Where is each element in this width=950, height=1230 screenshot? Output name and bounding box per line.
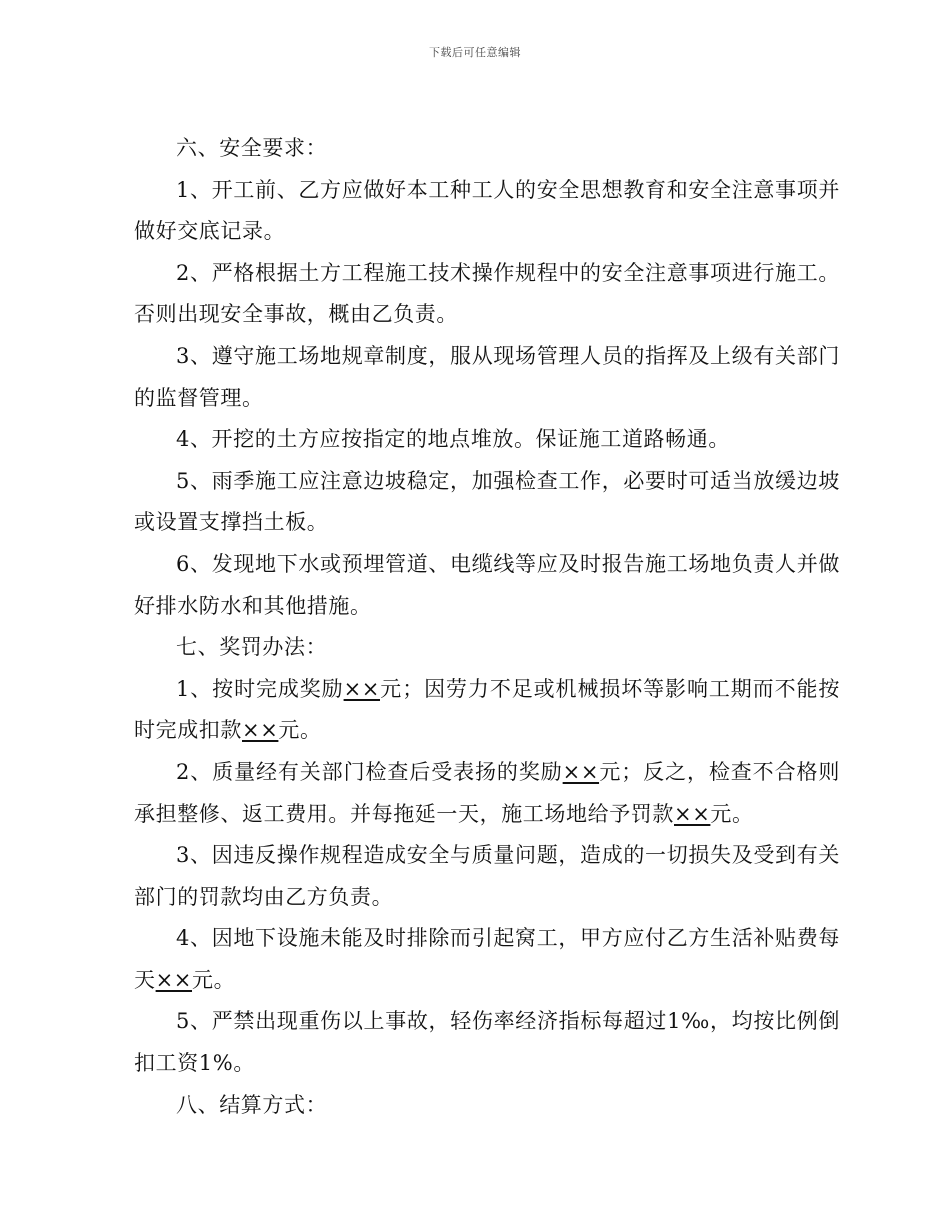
text-run: 2、质量经有关部门检查后受表扬的奖励 bbox=[176, 759, 563, 784]
text-run: 6、发现地下水或预埋管道、电缆线等应及时报告施工场地负责人并做好排水防水和其他措施。 bbox=[134, 551, 840, 618]
text-run: 5、雨季施工应注意边坡稳定，加强检查工作，必要时可适当放缓边坡或设置支撑挡土板。 bbox=[134, 468, 840, 535]
section-heading-safety bbox=[134, 128, 840, 170]
amount-placeholder: ×× bbox=[155, 967, 193, 992]
paragraph bbox=[134, 918, 840, 1001]
page-header: 下载后可任意编辑 bbox=[429, 46, 521, 59]
text-run: 元。 bbox=[710, 801, 754, 826]
section-heading-settlement bbox=[134, 1085, 840, 1127]
paragraph bbox=[134, 461, 840, 544]
amount-placeholder: ×× bbox=[242, 718, 279, 743]
amount-placeholder: ×× bbox=[674, 801, 711, 826]
paragraph bbox=[134, 170, 840, 253]
paragraph bbox=[134, 419, 840, 461]
section-heading-rewards bbox=[134, 627, 840, 669]
document-body bbox=[134, 128, 840, 1126]
text-run: 六、安全要求： bbox=[176, 136, 328, 160]
text-run: 元；反之，检查不合格则承担整修、返工费用。并每拖延一天，施工场地给予罚款 bbox=[134, 759, 840, 826]
text-run: 1、开工前、乙方应做好本工种工人的安全思想教育和安全注意事项并做好交底记录。 bbox=[134, 177, 840, 244]
text-run: 2、严格根据土方工程施工技术操作规程中的安全注意事项进行施工。否则出现安全事故，概由乙负责。 bbox=[134, 260, 840, 327]
text-run: 4、开挖的土方应按指定的地点堆放。保证施工道路畅通。 bbox=[176, 427, 730, 452]
paragraph bbox=[134, 336, 840, 419]
text-run: 八、结算方式： bbox=[176, 1092, 328, 1117]
text-run: 七、奖罚办法： bbox=[176, 635, 328, 660]
paragraph bbox=[134, 253, 840, 336]
text-run: 4、因地下设施未能及时排除而引起窝工，甲方应付乙方生活补贴费每天 bbox=[134, 926, 840, 992]
text-run: 5、严禁出现重伤以上事故，轻伤率经济指标每超过1‰，均按比例倒扣工资1%。 bbox=[134, 1009, 840, 1076]
text-run: 3、因违反操作规程造成安全与质量问题，造成的一切损失及受到有关部门的罚款均由乙方负责。 bbox=[134, 843, 840, 909]
text-run: 3、遵守施工场地规章制度，服从现场管理人员的指挥及上级有关部门的监督管理。 bbox=[134, 343, 840, 410]
paragraph bbox=[134, 669, 840, 752]
amount-placeholder: ×× bbox=[343, 676, 380, 701]
paragraph bbox=[134, 1001, 840, 1084]
text-run: 元；因劳力不足或机械损坏等影响工期而不能按时完成扣款 bbox=[134, 676, 840, 743]
paragraph bbox=[134, 544, 840, 627]
paragraph bbox=[134, 835, 840, 918]
text-run: 1、按时完成奖励 bbox=[176, 676, 344, 701]
paragraph bbox=[134, 752, 840, 835]
text-run: 元。 bbox=[278, 718, 322, 743]
text-run: 元。 bbox=[192, 967, 236, 992]
amount-placeholder: ×× bbox=[562, 759, 600, 784]
